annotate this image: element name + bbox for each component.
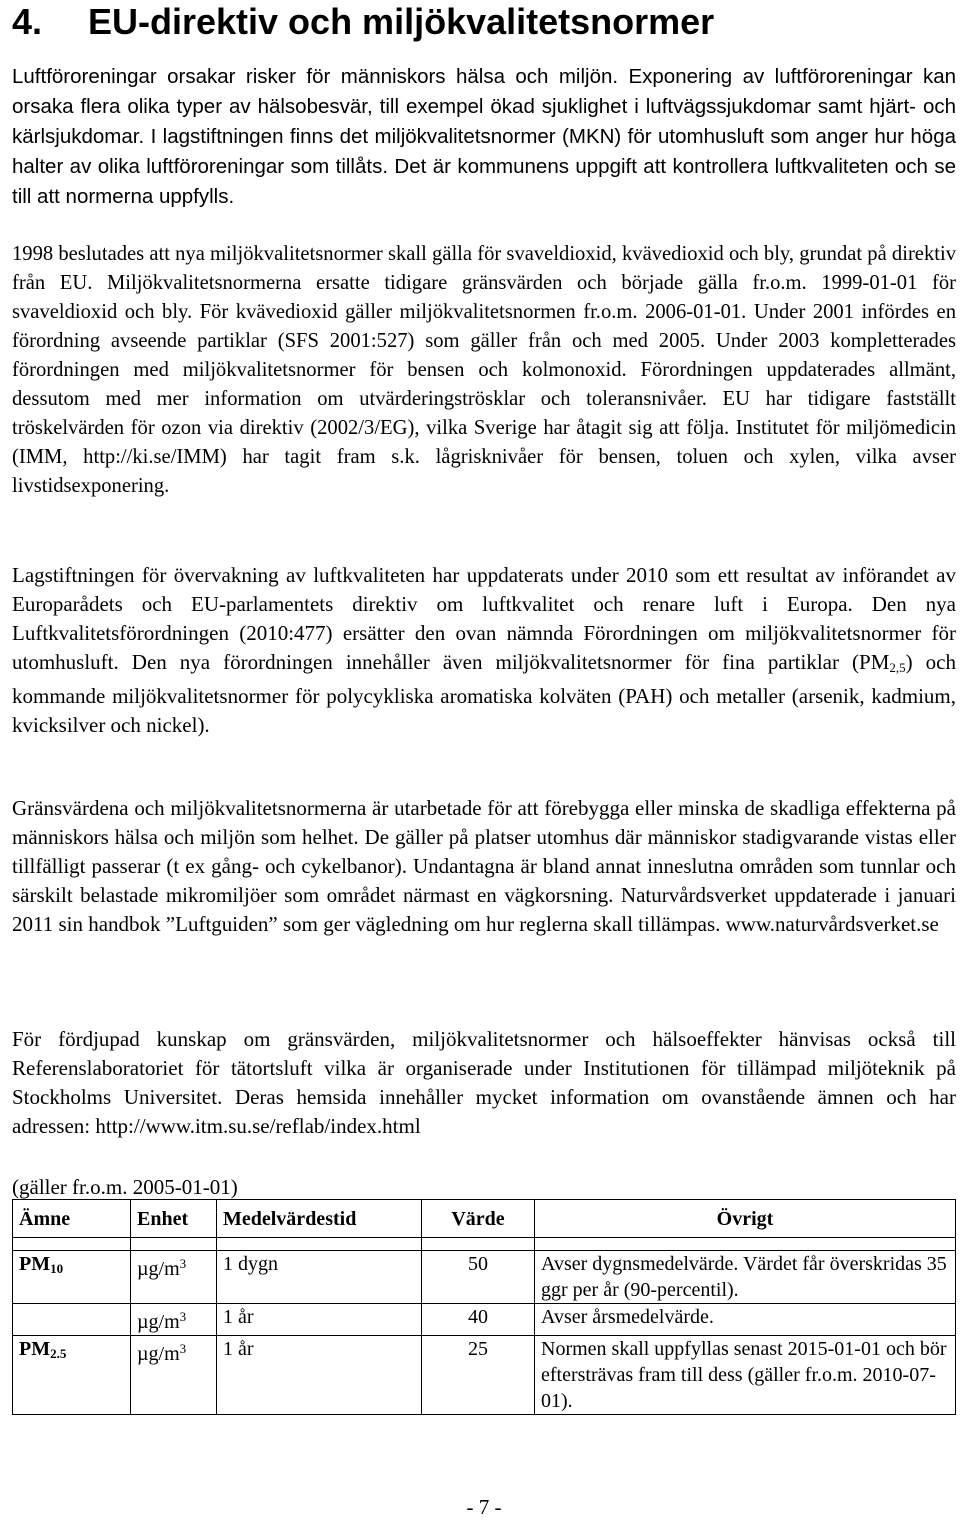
paragraph-legislation-text-a: Lagstiftningen för övervakning av luftkvaliteten har uppdaterats under 2010 som ett resultat av införandet av Europarådets och EU-parlamentets direktiv om luftkvalitet och renare luft i Europa. Den nya Luftkvalitetsförordningen (2010:477) ersätter den ovan nämnda Förordningen om miljökvalitetsnormer för utomhusluft. Den nya förordningen innehåller även miljökvalitetsnormer för fina partiklar (PM <box>12 563 956 674</box>
table-row <box>13 1336 956 1415</box>
cell-period: 1 år <box>217 1336 422 1415</box>
page-number: - 7 - <box>466 1495 502 1519</box>
cell-substance <box>13 1251 131 1304</box>
cell-note: Avser årsmedelvärde. <box>535 1304 956 1336</box>
cell-period: 1 år <box>217 1304 422 1336</box>
paragraph-limit-values: Gränsvärdena och miljökvalitetsnormerna är utarbetade för att förebygga eller minska de skadliga effekterna på människors hälsa och miljön som helhet. De gäller på platser utomhus där människor stadigvarande vistas eller tillfälligt passerar (t ex gång- och cykelbanor). Undantagna är bland annat inneslutna områden som tunnlar och särskilt belastade mikromiljöer som området närmast en vägkorsning. Naturvårdsverket uppdaterade i januari 2011 sin handbok ”Luftguiden” som ger vägledning om hur reglerna skall tillämpas. www.naturvårdsverket.se <box>12 796 956 936</box>
unit-text: µg/m <box>137 1258 180 1280</box>
substance-subscript: 2.5 <box>50 1346 67 1361</box>
header-substance: Ämne <box>13 1200 131 1238</box>
cell-unit <box>131 1304 217 1336</box>
table-caption: (gäller fr.o.m. 2005-01-01) <box>12 1175 238 1199</box>
cell-substance <box>13 1336 131 1415</box>
section-title: EU-direktiv och miljökvalitetsnormer <box>88 1 715 42</box>
paragraph-legislation-2010 <box>12 561 956 740</box>
unit-text: µg/m <box>137 1343 180 1365</box>
cell-unit <box>131 1251 217 1304</box>
cell-substance <box>13 1304 131 1336</box>
cell-value: 25 <box>422 1336 535 1415</box>
header-value: Värde <box>422 1200 535 1238</box>
cell-unit <box>131 1336 217 1415</box>
cell-period: 1 dygn <box>217 1251 422 1304</box>
unit-superscript: 3 <box>179 1309 187 1324</box>
cell-value: 50 <box>422 1251 535 1304</box>
table-row <box>13 1251 956 1304</box>
paragraph-legislation-text-b: ) och kommande miljökvalitetsnormer för polycykliska aromatiska kolväten (PAH) och metaller (arsenik, kadmium, kvicksilver och nickel). <box>12 650 956 737</box>
unit-superscript: 3 <box>179 1341 187 1356</box>
header-unit: Enhet <box>131 1200 217 1238</box>
substance-name: PM <box>19 1253 51 1275</box>
table-spacer-row <box>13 1238 956 1251</box>
cell-note: Normen skall uppfyllas senast 2015-01-01 och bör eftersträvas fram till dess (gäller fr.o.m. 2010-07-01). <box>535 1336 956 1415</box>
pm-subscript: 2,5 <box>889 660 906 675</box>
pm-norms-table <box>12 1199 956 1415</box>
paragraph-history: 1998 beslutades att nya miljökvalitetsnormer skall gälla för svaveldioxid, kvävedioxid och bly, grundat på direktiv från EU. Miljökvalitetsnormerna ersatte tidigare gränsvärden och började gälla fr.o.m. 1999-01-01 för svaveldioxid och bly. För kvävedioxid gäller miljökvalitetsnormen fr.o.m. 2006-01-01. Under 2001 infördes en förordning avseende partiklar (SFS 2001:527) som gäller från och med 2005. Under 2003 kompletterades förordningen med miljökvalitetsnormer för bensen och kolmonoxid. Förordningen uppdaterades allmänt, dessutom med mer information om utvärderingströsklar och toleransnivåer. EU har tidigare fastställt tröskelvärden för ozon via direktiv (2002/3/EG), vilka Sverige har åtagit sig att följa. Institutet för miljömedicin (IMM, http://ki.se/IMM) har tagit fram s.k. lågrisknivåer för bensen, toluen och xylen, vilka avser livstidsexponering. <box>12 243 956 497</box>
cell-value: 40 <box>422 1304 535 1336</box>
header-other: Övrigt <box>535 1200 956 1238</box>
table-row <box>13 1304 956 1336</box>
table-header-row <box>13 1200 956 1238</box>
unit-text: µg/m <box>137 1311 180 1333</box>
substance-subscript: 10 <box>50 1261 64 1276</box>
unit-superscript: 3 <box>179 1256 187 1271</box>
header-averaging-period: Medelvärdestid <box>217 1200 422 1238</box>
cell-note: Avser dygnsmedelvärde. Värdet får överskridas 35 ggr per år (90-percentil). <box>535 1251 956 1304</box>
section-number: 4. <box>12 1 43 42</box>
section-heading <box>12 0 714 44</box>
paragraph-reference-lab: För fördjupad kunskap om gränsvärden, miljökvalitetsnormer och hälsoeffekter hänvisas också till Referenslaboratoriet för tätortsluft vilka är organiserade under Institutionen för tillämpad miljöteknik på Stockholms Universitet. Deras hemsida innehåller mycket information om ovanstående ämnen och har adressen: http://www.itm.su.se/reflab/index.html <box>12 1027 956 1138</box>
substance-name: PM <box>19 1338 51 1360</box>
intro-paragraph: Luftföroreningar orsakar risker för människors hälsa och miljön. Exponering av luftföroreningar kan orsaka flera olika typer av hälsobesvär, till exempel ökad sjuklighet i luftvägssjukdomar samt hjärt- och kärlsjukdomar. I lagstiftningen finns det miljökvalitetsnormer (MKN) för utomhusluft som anger hur höga halter av olika luftföroreningar som tillåts. Det är kommunens uppgift att kontrollera luftkvaliteten och se till att normerna uppfylls. <box>12 65 956 208</box>
